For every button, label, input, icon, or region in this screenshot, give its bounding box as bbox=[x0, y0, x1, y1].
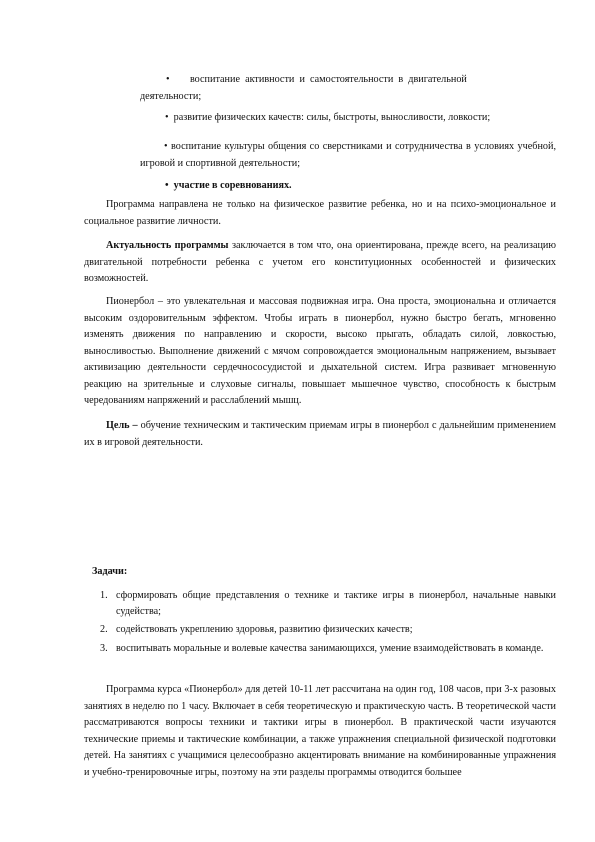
tasks-heading: Задачи: bbox=[92, 566, 128, 577]
goal-paragraph bbox=[84, 418, 556, 451]
program-paragraph: Программа направлена не только на физическое развитие ребенка, но и на психо-эмоциональное и социальное развитие личности. bbox=[84, 199, 556, 227]
bullet-activity bbox=[140, 72, 556, 105]
relevance-lead: Актуальность программы bbox=[106, 240, 229, 251]
relevance-text: заключается в том что, она ориентирована, прежде всего, на реализацию двигательной потребности ребенка с учетом его конституционных особенностей и физических возможностей. bbox=[84, 240, 556, 284]
goal-lead: Цель – bbox=[106, 420, 138, 431]
tasks-list bbox=[100, 588, 556, 659]
bullet-competitions: • участие в соревнованиях. bbox=[165, 180, 292, 191]
task-text: содействовать укреплению здоровья, развитию физических качеств; bbox=[116, 624, 413, 636]
list-item bbox=[100, 641, 556, 657]
task-number: 1. bbox=[100, 590, 108, 601]
task-number: 2. bbox=[100, 624, 108, 636]
course-paragraph: Программа курса «Пионербол» для детей 10-11 лет рассчитана на один год, 108 часов, при 3-х разовых занятиях в неделю по 1 часу. Включает в себя теоретическую и практическую часть. В теоретической части рассматриваются вопросы техники и тактики игры в пионербол. В практической части изучаются технические приемы и тактические комбинации, а также упражнения специальной физической подготовки детей. На занятиях с учащимися целесообразно акцентировать внимание на комбинированные упражнения и учебно-тренировочные игры, поэтому на эти разделы программы отводится большее bbox=[84, 684, 556, 778]
goal-text: обучение техническим и тактическим приемам игры в пионербол с дальнейшим применением их в игровой деятельности. bbox=[84, 420, 556, 448]
bullet-communication: • воспитание культуры общения со сверстниками и сотрудничества в условиях учебной, игровой и спортивной деятельности; bbox=[140, 141, 556, 169]
list-item bbox=[100, 588, 556, 619]
relevance-paragraph bbox=[84, 238, 556, 288]
list-item bbox=[100, 622, 556, 638]
task-text: сформировать общие представления о технике и тактике игры в пионербол, начальные навыки судейства; bbox=[116, 590, 556, 617]
bullet-physical-qualities: • развитие физических качеств: силы, быстроты, выносливости, ловкости; bbox=[165, 112, 491, 123]
bullet-activity-line1: • воспитание активности и самостоятельности в двигательной bbox=[166, 74, 467, 85]
bullet-activity-line2: деятельности; bbox=[140, 90, 202, 102]
task-text: воспитывать моральные и волевые качества занимающихся, умение взаимодействовать в команде. bbox=[116, 642, 544, 654]
task-number: 3. bbox=[100, 642, 108, 654]
pioneerball-paragraph: Пионербол – это увлекательная и массовая подвижная игра. Она проста, эмоциональна и отличается высоким оздоровительным эффектом. Чтобы играть в пионербол, нужно быстро бегать, мгновенно изменять движения по направлению и скорости, высоко прыгать, обладать силой, ловкостью, выносливостью. Выполнение движений с мячом сопровождается эмоциональным напряжением, вызывает активизацию деятельности сердечнососудистой и дыхательной систем. Игра развивает мгновенную реакцию на зрительные и слуховые сигналы, повышает мышечное чувство, способность к быстрым чередованиям напряжений и расслаблений мышц. bbox=[84, 296, 556, 406]
